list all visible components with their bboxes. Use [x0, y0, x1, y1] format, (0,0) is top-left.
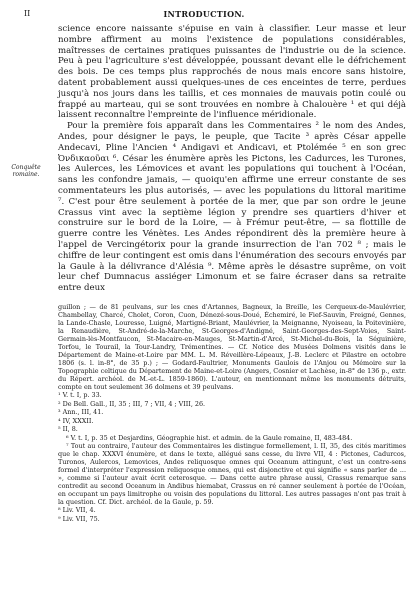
- body-text: [58, 24, 406, 294]
- paragraph: Pour la première fois apparaît dans les Commentaires ² le nom des Andes, Andes, pour désigner le pays, le peuple, que Tacite ³ après César appelle Andecavi, Pline l'Ancien ⁴ Andigavi et Andicavi, et Ptolémée ⁵ en son grec Ὀνδικαοῦαι ⁶. César les énumère après les Pictons, les Cadurces, les Turones, les Aulerces, les Lémovices et avant les populations qui touchent à l'Océan, sans les confondre jamais, — quoiqu'en affirme une erreur constante de ses commentateurs les plus autorisés, — avec les populations du littoral maritime ⁷. C'est pour être seulement à portée de la mer, que par son ordre le jeune Crassus vint avec la septième légion y prendre ses quartiers d'hiver et construire sur le bord de la Loire, — à Frémur peut-être, — sa flottille de guerre contre les Vénètes. Les Andes répondirent dès la première heure à l'appel de Vercingétorix pour la grande insurrection de l'an 702 ⁸ ; mais le chiffre de leur contingent est omis dans l'énumération des secours envoyés par la Gaule à la délivrance d'Alésia ⁹. Même après le désastre suprême, on voit leur chef Dumnacus assiéger Limonum et se faire écraser dans sa retraite entre deux: [58, 121, 406, 294]
- margin-note: Conquête romaine.: [11, 164, 41, 178]
- page-header: [24, 9, 384, 21]
- footnote: ⁵ II, 8.: [58, 425, 78, 434]
- paragraph: science encore naissante s'épuise en vain à classifier. Leur masse et leur nombre affirment au moins l'existence de populations considérables, maîtresses de certaines pratiques puissantes de l'industrie ou de la science. Peu à peu l'agriculture s'est développée, poussant devant elle le défrichement des bois. De ces temps plus rapprochés de nous mais encore sans histoire, datent probablement aussi quelques-unes de ces enceintes de terre, perdues jusqu'à nos jours dans les taillis, et ces monnaies de mauvais potin coulé ou frappé au marteau, qui se sont trouvées en nombre à Chalouère ¹ et qui déjà laissent reconnaître l'empreinte de l'influence méridionale.: [58, 24, 406, 121]
- footnote: ⁷ Tout au contraire, l'auteur des Commentaires les distingue formellement, l. II, 35, des cités maritimes que le chap. XXXVI énumère, et dans le texte, allégué sans cesse, du livre VII, 4 : Pictones, Cadurcos, Turonos, Aulercos, Lemovices, Andes reliquosque omnes qui Oceanum attingunt, c'est un contre-sens formel d'interpréter l'expression reliquosque omnes, qui est disjonctive et qui signifie « sans parler de ... », comme si l'auteur avait écrit ceterosque. — Dans cette autre phrase aussi, Crassus remarque sans contredit au second Oceanum in Andibus hiemabat, Crassus en ré canner seulement à portée de l'Océan, en occupant un pays limitrophe ou voisin des populations du littoral. Les autres passages n'ont pas trait à la question. Cf. Dict. archéol. de la Gaule, p. 59.: [58, 441, 406, 506]
- footnote-continuation: guillon ; — de 81 peulvans, sur les cnes d'Artannes, Bagneux, la Breille, les Cerqueux-de-Maulévrier, Chambellay, Charcé, Cholet, Coron, Cuon, Dénezé-sous-Doué, Échemiré, le Fief-Sauvin, Freigné, Gennes, la Lande-Chasle, Louresse, Luigné, Martigné-Briant, Maulévrier, la Meignanne, Nyoiseau, la Poitevinière, la Renaudière, St-André-de-la-Marche, St-Georges-d'Andigné, Saint-Georges-des-Sept-Voies, Saint-Germain-lès-Montfaucon, St-Macaire-en-Mauges, St-Martin-d'Arcé, St-Michel-du-Bois, la Séguinière, Torfou, le Tourail, la Tour-Landry, Trémentines. — Cf. Notice des Musées Dolmens visités dans le Département de Maine-et-Loire par MM. L. M. Réveillère-Lépeaux, J.-B. Leclerc et Pilastre en octobre 1806 (s. l. in-8°, de 35 p.) ; — Godard-Faultrier, Monuments Gaulois de l'Anjou ou Mémoire sur la Topographie celtique du Département de Maine-et-Loire (Angers, Cosnier et Lachèse, in-8° de 136 p., extr. du Répert. archéol. de M.-et-L. 1859-1860). L'auteur, en mentionnant même les monuments détruits, compte en tout seulement 36 dolmens et 39 peulvans.: [58, 303, 406, 391]
- page-number: II: [24, 9, 31, 18]
- footnotes: [58, 303, 406, 523]
- footnote: ¹ V. t. I, p. 33.: [58, 391, 102, 399]
- footnote: ⁹ Liv. VII, 75.: [58, 514, 100, 523]
- footnote: ⁸ Liv. VII, 4.: [58, 505, 96, 514]
- footnote: ² De Bell. Gall., II, 35 ; III, 7 ; VII, 4 ; VIII, 26.: [58, 399, 206, 408]
- running-title: INTRODUCTION.: [163, 9, 245, 19]
- footnote: ⁶ V. t. I, p. 35 et Desjardins, Géographie hist. et admin. de la Gaule romaine, II, 483-484.: [66, 433, 353, 442]
- footnote: ⁴ IV, XXXII.: [58, 416, 94, 425]
- footnote: ³ Ann., III, 41.: [58, 408, 104, 417]
